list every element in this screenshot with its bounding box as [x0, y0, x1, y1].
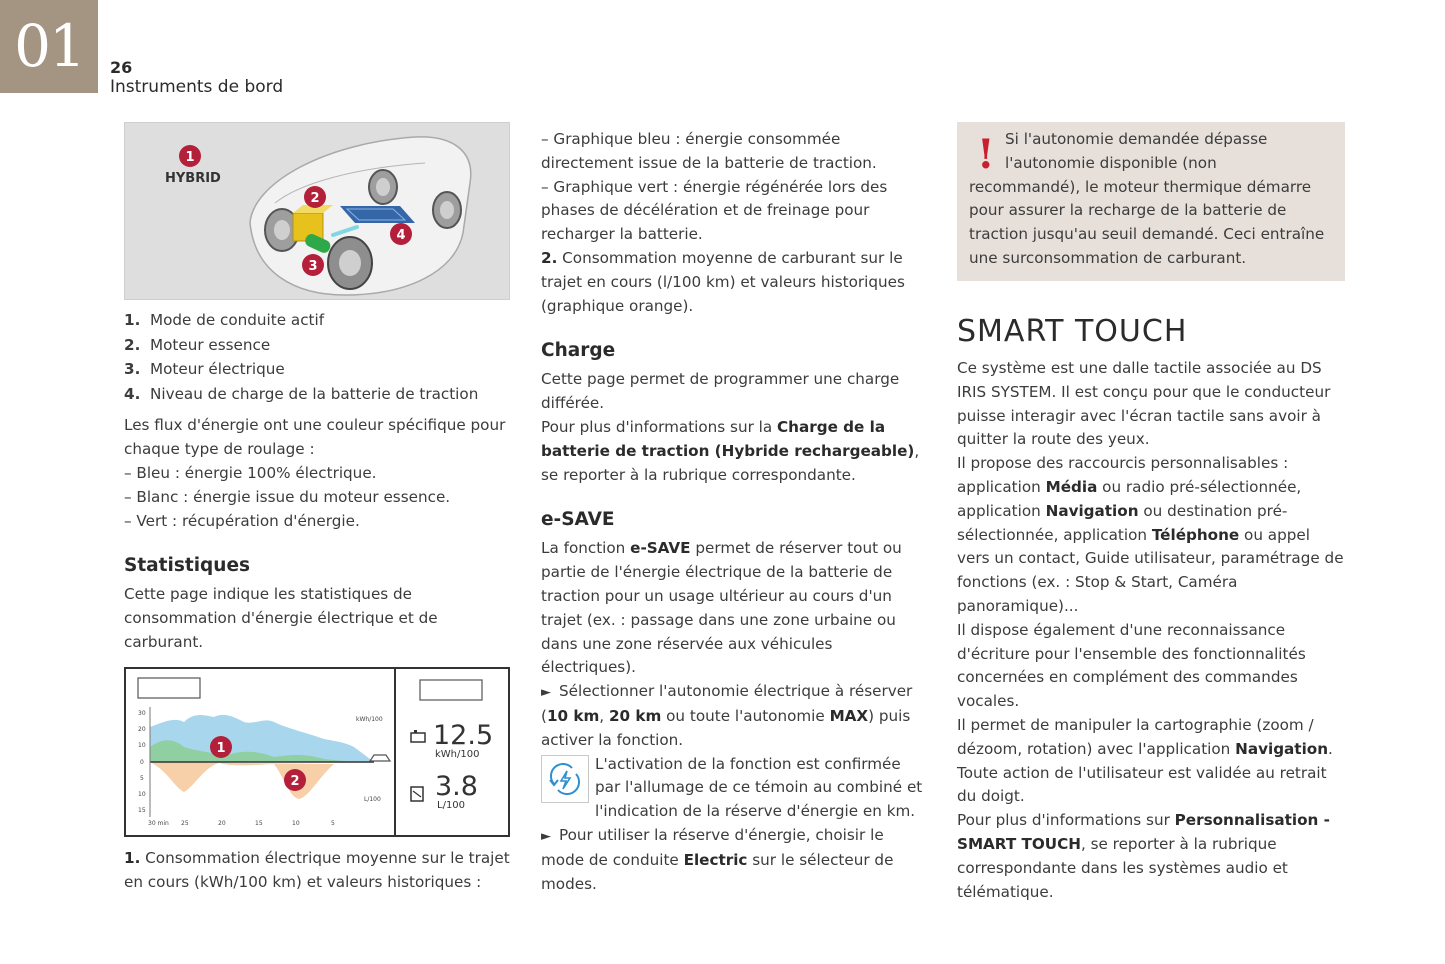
- y-tick: 30: [138, 709, 146, 717]
- stats-chart: [124, 667, 510, 837]
- column-left: [124, 122, 510, 894]
- chapter-tab: 01: [0, 0, 98, 93]
- bullet-arrow-icon: ►: [541, 685, 551, 701]
- column-right: [957, 122, 1345, 904]
- charge-reference: Pour plus d'informations sur la Charge de la batterie de traction (Hybride rechargeable), se reporter à la rubrique correspondante.: [541, 417, 920, 484]
- list-item: 1. Mode de conduite actif: [124, 311, 325, 329]
- esave-indicator-icon: [541, 755, 589, 803]
- electric-consumption-unit: kWh/100: [435, 748, 480, 760]
- x-tick: 30 min: [148, 819, 169, 827]
- list-item: 4. Niveau de charge de la batterie de traction: [124, 384, 479, 403]
- hybrid-car-diagram: [124, 122, 510, 300]
- graph-green-text: – Graphique vert : énergie régénérée lors des phases de décélération et de freinage pour recharger la batterie.: [541, 177, 888, 244]
- fuel-consumption-unit: L/100: [437, 799, 466, 811]
- stats-screen-figure: [124, 667, 510, 837]
- svg-text:3: 3: [308, 259, 318, 274]
- section-title: Instruments de bord: [110, 77, 284, 97]
- flux-item-green: – Vert : récupération d'énergie.: [124, 511, 360, 530]
- list-item: 2. Moteur essence: [124, 335, 271, 354]
- hybrid-label: HYBRID: [165, 171, 221, 186]
- smart-touch-handwriting: Il dispose également d'une reconnaissance d'écriture pour l'ensemble des fonctionnalités concernées en complément des commandes vocales.: [957, 620, 1306, 711]
- esave-heading: e-SAVE: [541, 509, 615, 531]
- page-number: 26: [110, 58, 133, 77]
- stats-text: Cette page indique les statistiques de consommation d'énergie électrique et de carburant.: [124, 585, 438, 651]
- y-tick: 0: [140, 758, 144, 766]
- caption-item-2: 2. Consommation moyenne de carburant sur le trajet en cours (l/100 km) et valeurs historiques (graphique orange).: [541, 248, 905, 315]
- electric-consumption-value: 12.5: [433, 719, 494, 751]
- stats-heading: Statistiques: [124, 555, 251, 577]
- charge-text: Cette page permet de programmer une charge différée.: [541, 370, 900, 413]
- graph-blue-text: – Graphique bleu : énergie consommée directement issue de la batterie de traction.: [541, 130, 877, 172]
- flux-item-white: – Blanc : énergie issue du moteur essence.: [124, 487, 451, 506]
- marker-3-icon: [302, 254, 324, 276]
- y-tick: 20: [138, 725, 146, 733]
- marker-4-icon: [390, 223, 412, 245]
- smart-touch-validation: Toute action de l'utilisateur est validée au retrait du doigt.: [957, 763, 1327, 806]
- y-tick: 15: [138, 806, 146, 814]
- warning-text: recommandé), le moteur thermique démarre pour assurer la recharge de la batterie de traction jusqu'au seuil demandé. Ceci entraîne une surconsommation de carburant.: [969, 177, 1325, 267]
- svg-text:4: 4: [396, 228, 406, 243]
- smart-touch-intro: Ce système est une dalle tactile associée au DS IRIS SYSTEM. Il est conçu pour que le conducteur puisse interagir avec l'écran tactile sans avoir à quitter la route des yeux.: [957, 359, 1331, 449]
- flux-item-blue: – Bleu : énergie 100% électrique.: [124, 463, 377, 482]
- flux-intro: Les flux d'énergie ont une couleur spécifique pour chaque type de roulage :: [124, 416, 506, 459]
- warning-icon: !: [977, 131, 995, 178]
- x-tick: 15: [255, 819, 263, 827]
- axis-unit-bottom: L/100: [364, 795, 381, 803]
- svg-text:2: 2: [310, 191, 320, 206]
- list-item: 3. Moteur électrique: [124, 360, 285, 379]
- caption-item-1: 1. Consommation électrique moyenne sur le trajet en cours (kWh/100 km) et valeurs historiques :: [124, 848, 510, 891]
- esave-text: La fonction e-SAVE permet de réserver tout ou partie de l'énergie électrique de la batterie de traction pour un usage ultérieur au cours d'un trajet (ex. : passage dans une zone urbaine ou dans une zone réservée aux véhicules électriques).: [541, 539, 902, 677]
- y-tick: 5: [140, 774, 144, 782]
- y-tick: 10: [138, 741, 146, 749]
- smart-touch-reference: Pour plus d'informations sur Personnalisation - SMART TOUCH, se reporter à la rubrique correspondante dans les systèmes audio et télématique.: [957, 811, 1330, 901]
- smart-touch-heading: SMART TOUCH: [957, 314, 1188, 349]
- smart-touch-map: Il permet de manipuler la cartographie (zoom / dézoom, rotation) avec l'application Navigation.: [957, 715, 1333, 758]
- warning-box: [957, 122, 1345, 281]
- esave-instruction-1: ► Sélectionner l'autonomie électrique à réserver (10 km, 20 km ou toute l'autonomie MAX) puis activer la fonction.: [541, 682, 913, 749]
- esave-confirmation: L'activation de la fonction est confirmée par l'allumage de ce témoin au combiné et l'indication de la réserve d'énergie en km.: [541, 753, 926, 824]
- marker-1-icon: [179, 145, 201, 167]
- charge-heading: Charge: [541, 340, 616, 362]
- x-tick: 10: [292, 819, 300, 827]
- fuel-consumption-value: 3.8: [435, 770, 478, 802]
- bullet-arrow-icon: ►: [541, 828, 551, 844]
- chart-marker-2-icon: [284, 769, 306, 791]
- svg-text:1: 1: [216, 740, 226, 756]
- y-tick: 10: [138, 790, 146, 798]
- chart-marker-1-icon: [210, 736, 232, 758]
- x-tick: 25: [181, 819, 189, 827]
- x-tick: 5: [331, 819, 335, 827]
- svg-text:1: 1: [185, 150, 195, 165]
- marker-2-icon: [304, 186, 326, 208]
- svg-text:2: 2: [290, 773, 300, 789]
- axis-unit-top: kWh/100: [356, 715, 383, 723]
- x-tick: 20: [218, 819, 226, 827]
- smart-touch-shortcuts: Il propose des raccourcis personnalisables : application Média ou radio pré-sélectionnée, application Navigation ou destination pré-sélectionnée, application Téléphone ou appel vers un contact, Guide utilisateur, paramétrage de fonctions (ex. : Stop & Start, Caméra panoramique)...: [957, 454, 1344, 615]
- column-middle: [541, 128, 926, 896]
- legend-list: [124, 308, 510, 406]
- car-illustration: [125, 123, 511, 301]
- warning-text-first: Si l'autonomie demandée dépasse l'autonomie disponible (non: [1005, 130, 1268, 172]
- esave-instruction-2: ► Pour utiliser la réserve d'énergie, choisir le mode de conduite Electric sur le sélecteur de modes.: [541, 825, 894, 893]
